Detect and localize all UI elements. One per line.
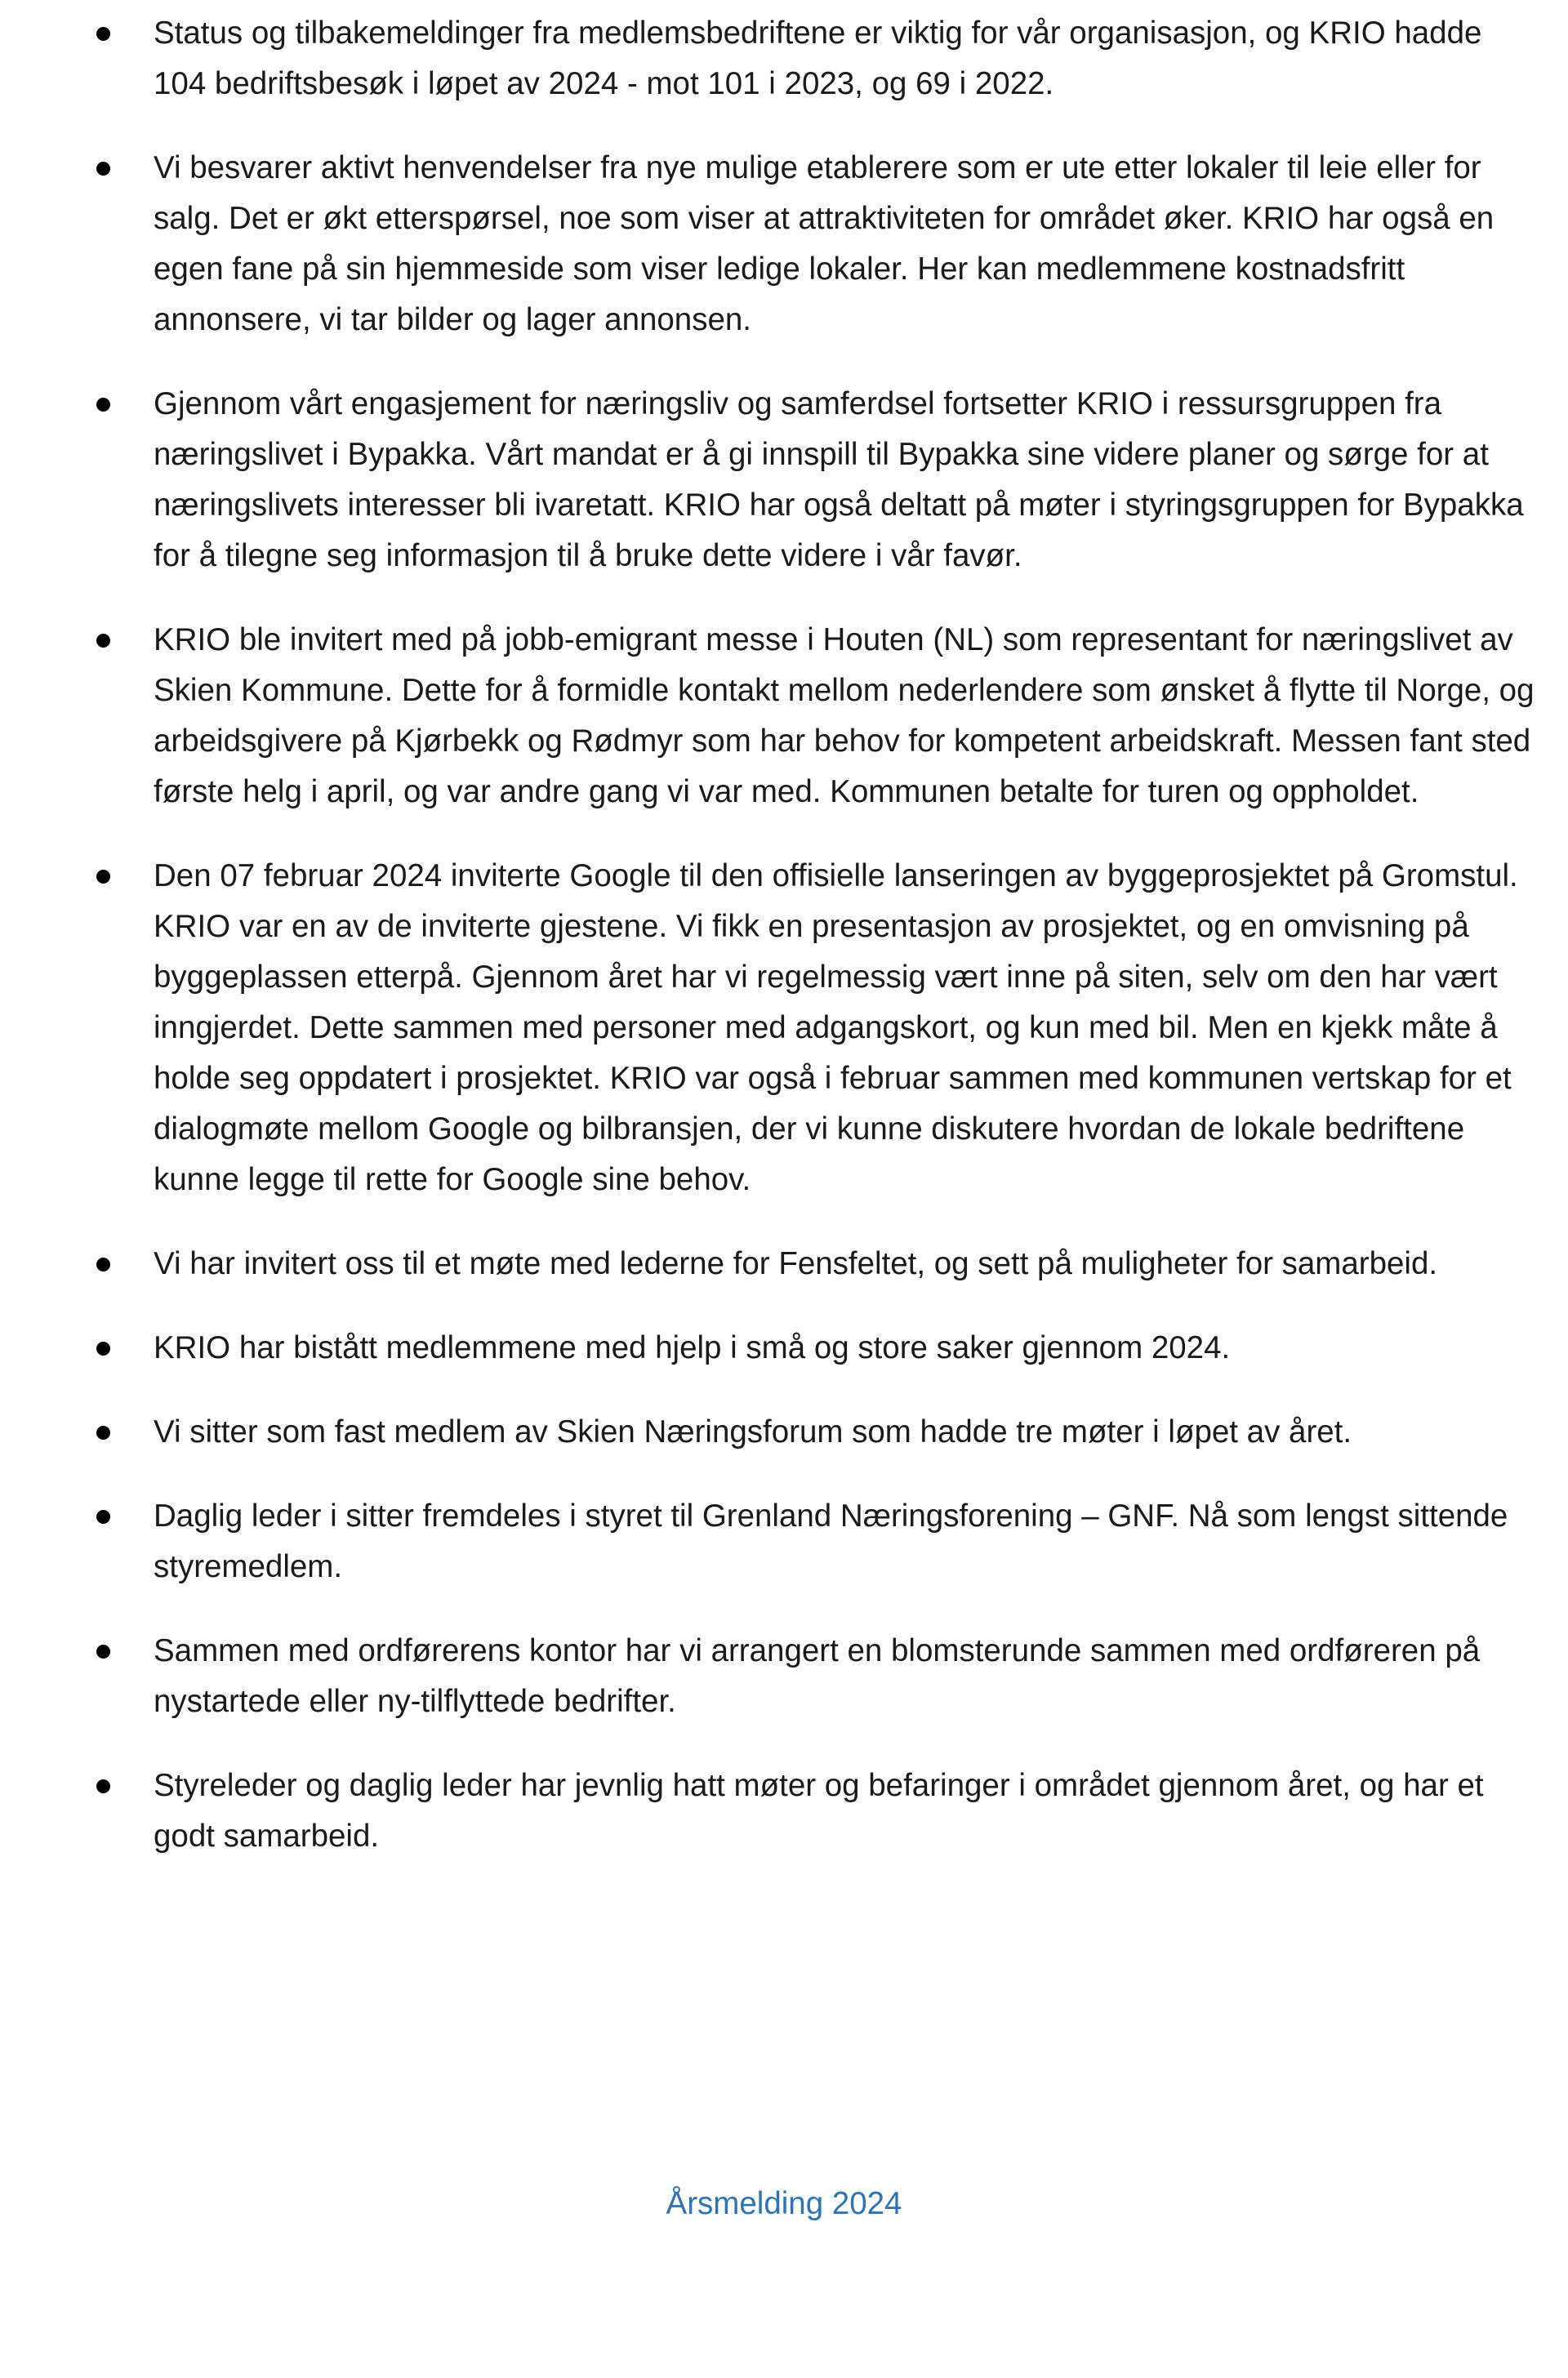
list-item-text: Sammen med ordførerens kontor har vi arrangert en blomsterunde sammen med ordføreren på nystartede eller ny-tilflyttede bedrifter. (154, 1633, 1481, 1719)
list-item-text: Den 07 februar 2024 inviterte Google til den offisielle lanseringen av byggeprosjektet på Gromstul. KRIO var en av de inviterte gjestene. Vi fikk en presentasjon av prosjektet, og en omvisning på byggeplassen etterpå. Gjennom året har vi regelmessig vært inne på siten, selv om den har vært inngjerdet. Dette sammen med personer med adgangskort, og kun med bil. Men en kjekk måte å holde seg oppdatert i prosjektet. KRIO var også i februar sammen med kommunen vertskap for et dialogmøte mellom Google og bilbransjen, der vi kunne diskutere hvordan de lokale bedriftene kunne legge til rette for Google sine behov. (154, 858, 1518, 1197)
list-item (88, 1491, 1542, 1592)
bullet-icon (96, 1426, 110, 1440)
bullet-icon (96, 162, 110, 176)
bullet-icon (96, 1258, 110, 1271)
page-footer: Årsmelding 2024 (666, 2186, 902, 2221)
list-item-text: KRIO har bistått medlemmene med hjelp i små og store saker gjennom 2024. (154, 1330, 1231, 1365)
list-item (88, 1626, 1542, 1727)
list-item-text: Vi besvarer aktivt henvendelser fra nye mulige etablerere som er ute etter lokaler til leie eller for salg. Det er økt etterspørsel, noe som viser at attraktiviteten for området øker. KRIO har også en egen fane på sin hjemmeside som viser ledige lokaler. Her kan medlemmene kostnadsfritt annonsere, vi tar bilder og lager annonsen. (154, 150, 1494, 337)
bullet-icon (96, 1342, 110, 1356)
list-item (88, 1407, 1542, 1458)
list-item-text: Styreleder og daglig leder har jevnlig hatt møter og befaringer i området gjennom året, og har et godt samarbeid. (154, 1768, 1484, 1854)
bullet-icon (96, 1645, 110, 1659)
list-item-text: Daglig leder i sitter fremdeles i styret til Grenland Næringsforening – GNF. Nå som lengst sittende styremedlem. (154, 1498, 1508, 1584)
list-item (88, 8, 1542, 109)
bullet-icon (96, 1510, 110, 1524)
bullet-icon (96, 870, 110, 884)
list-item (88, 1239, 1542, 1289)
bullet-icon (96, 634, 110, 648)
list-item (88, 1761, 1542, 1862)
list-item (88, 143, 1542, 345)
bullet-icon (96, 27, 110, 41)
bullet-list (88, 8, 1542, 1895)
list-item (88, 1323, 1542, 1374)
list-item-text: Vi sitter som fast medlem av Skien Næringsforum som hadde tre møter i løpet av året. (154, 1414, 1352, 1450)
list-item (88, 851, 1542, 1205)
list-item-text: KRIO ble invitert med på jobb-emigrant messe i Houten (NL) som representant for næringslivet av Skien Kommune. Dette for å formidle kontakt mellom nederlendere som ønsket å flytte til Norge, og arbeidsgivere på Kjørbekk og Rødmyr som har behov for kompetent arbeidskraft. Messen fant sted første helg i april, og var andre gang vi var med. Kommunen betalte for turen og oppholdet. (154, 622, 1535, 809)
bullet-icon (96, 398, 110, 412)
list-item (88, 615, 1542, 817)
list-item (88, 379, 1542, 581)
list-item-text: Vi har invitert oss til et møte med lederne for Fensfeltet, og sett på muligheter for samarbeid. (154, 1246, 1438, 1281)
list-item-text: Status og tilbakemeldinger fra medlemsbedriftene er viktig for vår organisasjon, og KRIO hadde 104 bedriftsbesøk i løpet av 2024 - mot 101 i 2023, og 69 i 2022. (154, 16, 1482, 101)
bullet-icon (96, 1779, 110, 1793)
list-item-text: Gjennom vårt engasjement for næringsliv og samferdsel fortsetter KRIO i ressursgruppen fra næringslivet i Bypakka. Vårt mandat er å gi innspill til Bypakka sine videre planer og sørge for at næringslivets interesser bli ivaretatt. KRIO har også deltatt på møter i styringsgruppen for Bypakka for å tilegne seg informasjon til å bruke dette videre i vår favør. (154, 386, 1524, 573)
